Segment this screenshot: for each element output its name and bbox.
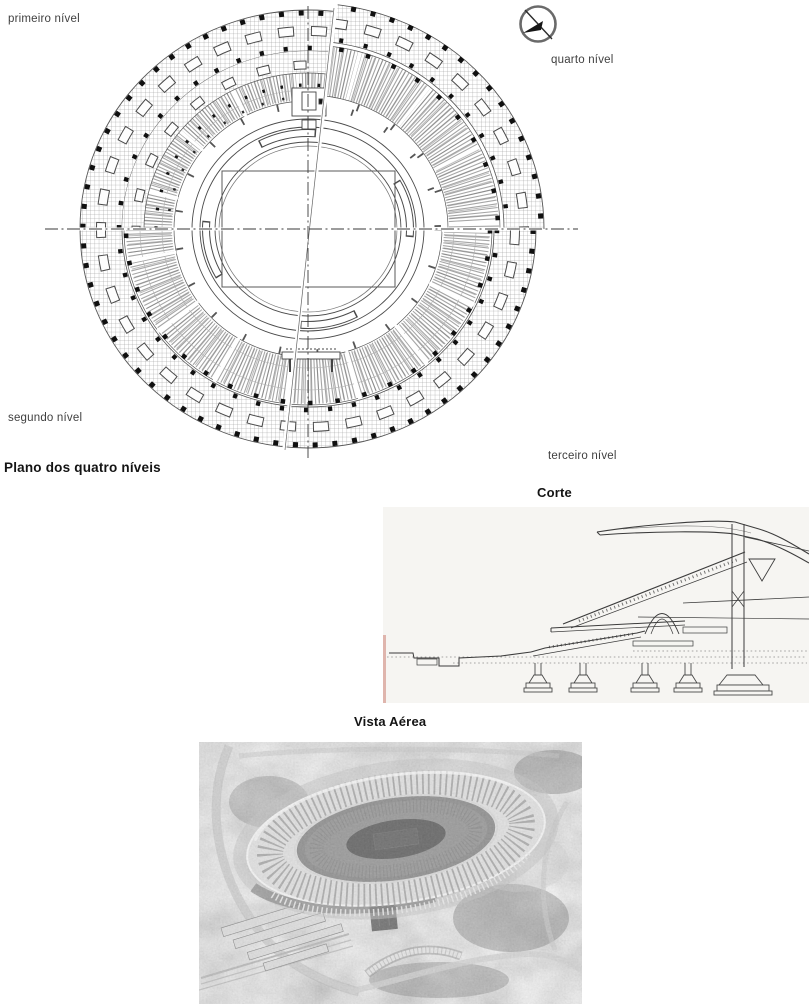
aerial-photo-figure xyxy=(199,742,582,1004)
label-quarto-nivel: quarto nível xyxy=(551,54,614,66)
caption-vista-aerea: Vista Aérea xyxy=(354,714,427,729)
label-segundo-nivel: segundo nível xyxy=(8,412,83,424)
floor-plan-figure xyxy=(40,0,585,465)
section-figure xyxy=(383,507,809,709)
caption-corte: Corte xyxy=(537,485,572,500)
north-arrow-icon xyxy=(514,0,562,48)
label-primeiro-nivel: primeiro nível xyxy=(8,13,80,25)
label-terceiro-nivel: terceiro nível xyxy=(548,450,617,462)
caption-plano-quatro-niveis: Plano dos quatro níveis xyxy=(4,460,161,475)
